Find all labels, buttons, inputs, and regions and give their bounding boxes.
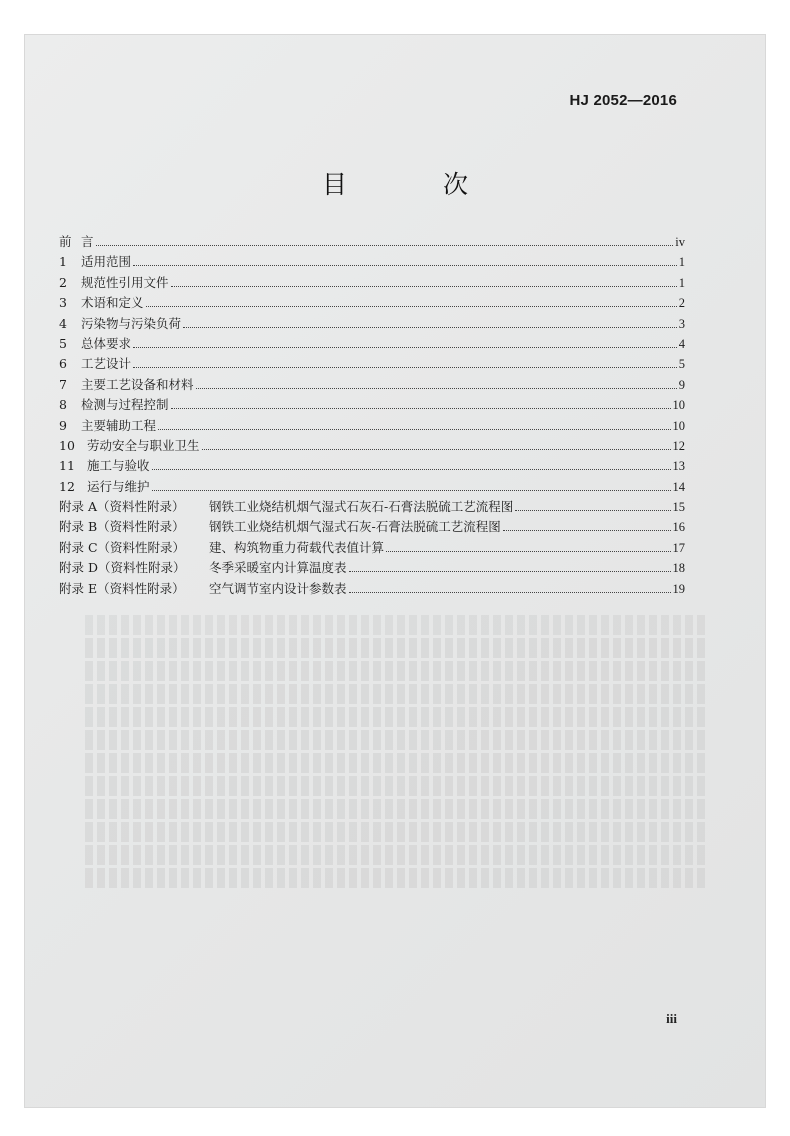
toc-page-number: iv bbox=[675, 235, 685, 249]
toc-section-number: 11 bbox=[59, 458, 75, 474]
toc-entry[interactable] bbox=[59, 538, 685, 558]
toc-entry[interactable] bbox=[59, 232, 685, 252]
toc-entry-title: 言 bbox=[81, 234, 94, 249]
toc-entry[interactable] bbox=[59, 273, 685, 293]
toc-entry[interactable] bbox=[59, 558, 685, 578]
toc-entry[interactable] bbox=[59, 416, 685, 436]
toc-entry[interactable] bbox=[59, 477, 685, 497]
standard-code: HJ 2052—2016 bbox=[569, 92, 677, 109]
toc-leader-dots bbox=[171, 286, 677, 287]
toc-entry-title: 适用范围 bbox=[81, 254, 132, 270]
page-title: 目 次 bbox=[322, 170, 512, 199]
toc-entry-title: 检测与过程控制 bbox=[81, 397, 169, 413]
toc-section-number: 9 bbox=[59, 417, 67, 433]
toc-entry-title: 冬季采暖室内计算温度表 bbox=[209, 560, 347, 576]
toc-page-number: 13 bbox=[672, 459, 685, 474]
toc-page-number: 19 bbox=[672, 581, 685, 596]
toc-entry[interactable] bbox=[59, 334, 685, 354]
toc-page-number: 17 bbox=[672, 540, 685, 555]
toc-leader-dots bbox=[349, 571, 671, 572]
toc-appendix-label: 附录 B（资料性附录） bbox=[59, 519, 185, 535]
toc-page-number: 15 bbox=[672, 500, 685, 515]
toc-page-number: 16 bbox=[672, 520, 685, 535]
table-of-contents bbox=[59, 232, 685, 599]
toc-entry-title: 钢铁工业烧结机烟气湿式石灰石-石膏法脱硫工艺流程图 bbox=[209, 499, 514, 515]
toc-leader-dots bbox=[386, 551, 670, 552]
toc-entry[interactable] bbox=[59, 354, 685, 374]
toc-leader-dots bbox=[503, 530, 671, 531]
toc-entry-title: 规范性引用文件 bbox=[81, 274, 169, 290]
toc-entry[interactable] bbox=[59, 579, 685, 599]
toc-leader-dots bbox=[146, 306, 677, 307]
toc-page-number: 18 bbox=[672, 561, 685, 576]
toc-entry-title: 空气调节室内设计参数表 bbox=[209, 580, 347, 596]
toc-entry[interactable] bbox=[59, 436, 685, 456]
toc-leader-dots bbox=[349, 592, 671, 593]
toc-entry[interactable] bbox=[59, 375, 685, 395]
toc-page-number: 9 bbox=[678, 377, 685, 392]
toc-page-number: 4 bbox=[678, 336, 685, 351]
toc-entry[interactable] bbox=[59, 517, 685, 537]
toc-entry-title: 术语和定义 bbox=[81, 295, 144, 311]
toc-section-number: 2 bbox=[59, 274, 67, 290]
toc-appendix-label: 附录 C（资料性附录） bbox=[59, 539, 186, 555]
toc-page-number: 5 bbox=[678, 357, 685, 372]
toc-entry[interactable] bbox=[59, 293, 685, 313]
toc-appendix-label: 附录 E（资料性附录） bbox=[59, 580, 185, 596]
toc-section-number: 8 bbox=[59, 397, 67, 413]
document-page bbox=[25, 35, 765, 1107]
toc-section-number: 前 bbox=[59, 234, 72, 249]
toc-entry[interactable] bbox=[59, 497, 685, 517]
toc-section-number: 12 bbox=[59, 478, 75, 494]
toc-appendix-label: 附录 D（资料性附录） bbox=[59, 560, 186, 576]
toc-page-number: 10 bbox=[672, 398, 685, 413]
page-number: iii bbox=[666, 1011, 677, 1026]
toc-page-number: 10 bbox=[672, 418, 685, 433]
toc-entry[interactable] bbox=[59, 252, 685, 272]
bleed-through-texture bbox=[85, 615, 705, 1035]
toc-section-number: 1 bbox=[59, 254, 67, 270]
toc-entry-title: 污染物与污染负荷 bbox=[81, 315, 182, 331]
toc-entry-title: 施工与验收 bbox=[87, 458, 150, 474]
toc-appendix-label: 附录 A（资料性附录） bbox=[59, 499, 185, 515]
toc-page-number: 1 bbox=[678, 255, 685, 270]
toc-entry[interactable] bbox=[59, 395, 685, 415]
toc-leader-dots bbox=[202, 449, 671, 450]
toc-leader-dots bbox=[171, 408, 671, 409]
toc-entry-title: 工艺设计 bbox=[81, 356, 132, 372]
toc-leader-dots bbox=[96, 245, 674, 246]
toc-entry-title: 劳动安全与职业卫生 bbox=[87, 437, 200, 453]
toc-leader-dots bbox=[196, 388, 677, 389]
toc-section-number: 7 bbox=[59, 376, 67, 392]
toc-entry[interactable] bbox=[59, 456, 685, 476]
toc-leader-dots bbox=[158, 429, 670, 430]
toc-page-number: 2 bbox=[678, 296, 685, 311]
toc-page-number: 14 bbox=[672, 479, 685, 494]
toc-entry-title: 建、构筑物重力荷载代表值计算 bbox=[209, 539, 385, 555]
toc-leader-dots bbox=[133, 347, 677, 348]
toc-leader-dots bbox=[133, 265, 677, 266]
toc-section-number: 6 bbox=[59, 356, 67, 372]
toc-section-number: 10 bbox=[59, 437, 75, 453]
toc-entry-title: 主要辅助工程 bbox=[81, 417, 157, 433]
toc-leader-dots bbox=[183, 327, 677, 328]
toc-section-number: 4 bbox=[59, 315, 67, 331]
toc-entry[interactable] bbox=[59, 314, 685, 334]
toc-leader-dots bbox=[152, 469, 671, 470]
toc-leader-dots bbox=[515, 510, 670, 511]
toc-page-number: 1 bbox=[678, 275, 685, 290]
toc-leader-dots bbox=[152, 490, 671, 491]
toc-page-number: 3 bbox=[678, 316, 685, 331]
toc-entry-title: 总体要求 bbox=[81, 335, 132, 351]
toc-section-number: 5 bbox=[59, 335, 67, 351]
toc-leader-dots bbox=[133, 367, 677, 368]
toc-entry-title: 钢铁工业烧结机烟气湿式石灰-石膏法脱硫工艺流程图 bbox=[209, 519, 501, 535]
toc-entry-title: 运行与维护 bbox=[87, 478, 150, 494]
toc-section-number: 3 bbox=[59, 295, 67, 311]
toc-page-number: 12 bbox=[672, 438, 685, 453]
toc-entry-title: 主要工艺设备和材料 bbox=[81, 376, 194, 392]
